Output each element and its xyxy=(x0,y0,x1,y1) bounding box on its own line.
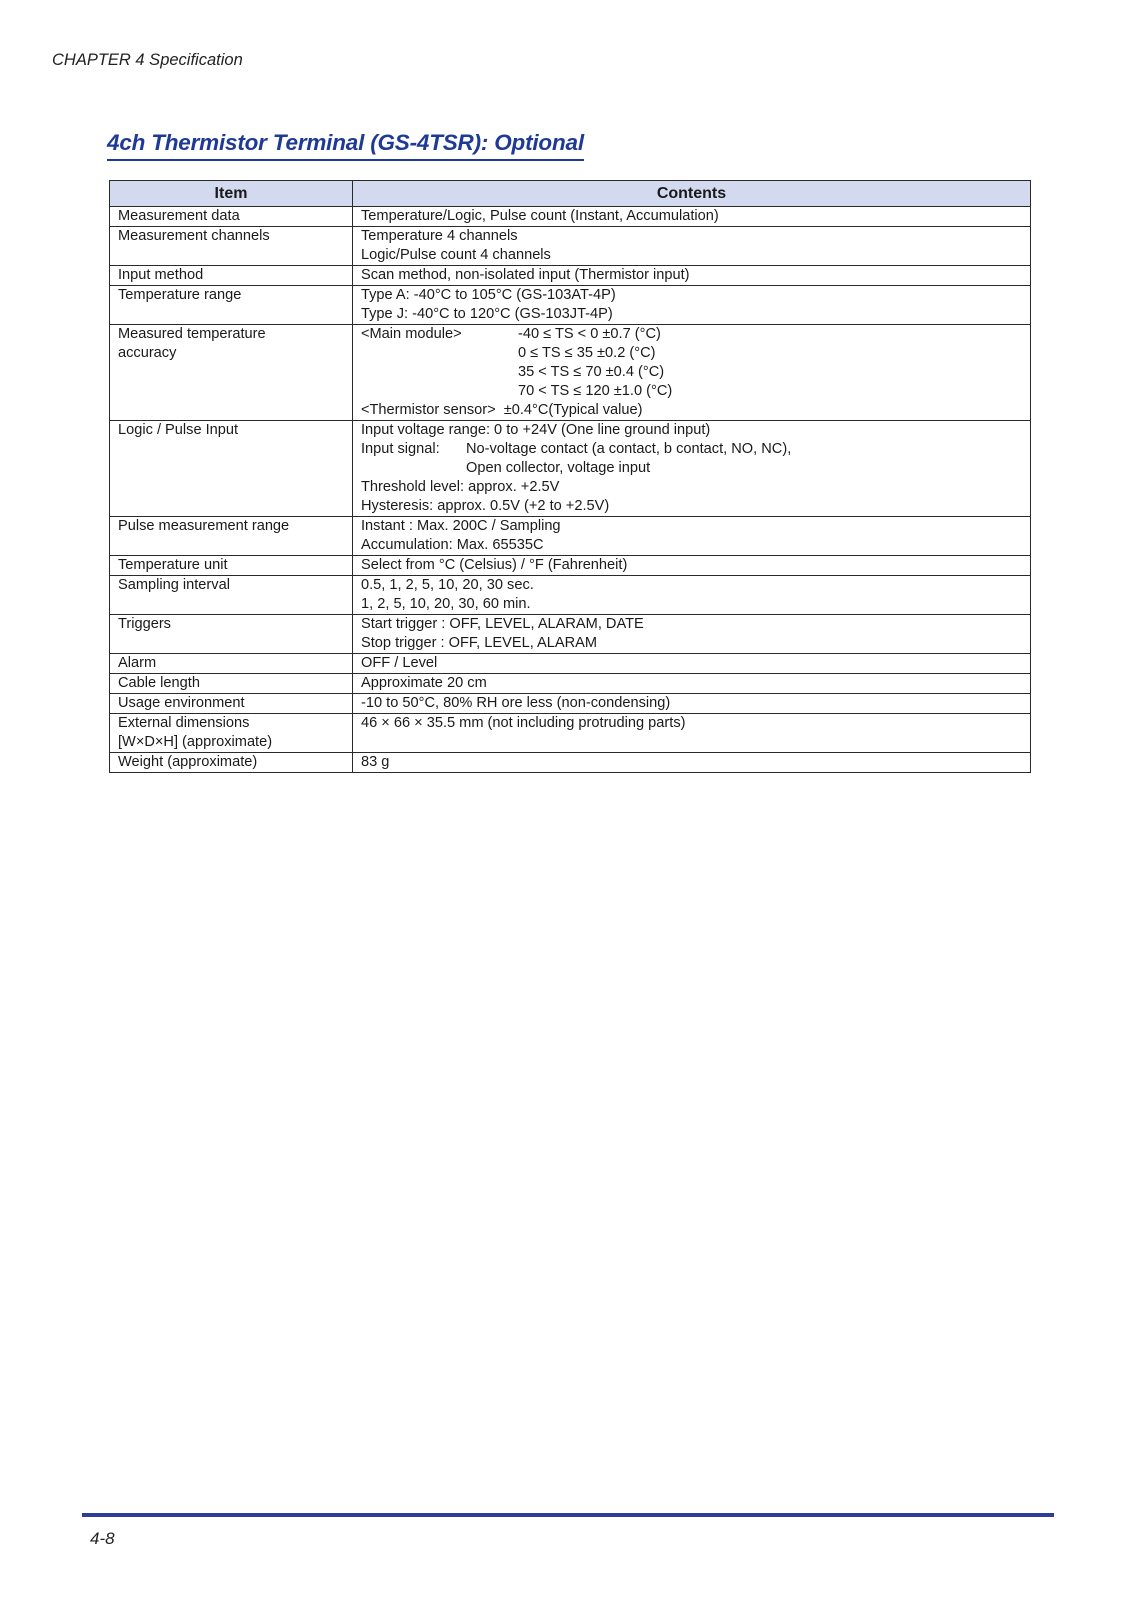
row-contents: Type A: -40°C to 105°C (GS-103AT-4P) Type J: -40°C to 120°C (GS-103JT-4P) xyxy=(353,286,1031,325)
row-item-label: Logic / Pulse Input xyxy=(110,421,353,517)
table-row xyxy=(110,694,1031,714)
row-item-label: Pulse measurement range xyxy=(110,517,353,556)
item-column-header: Item xyxy=(110,181,353,207)
row-item-label: Usage environment xyxy=(110,694,353,714)
row-contents: Select from °C (Celsius) / °F (Fahrenheit) xyxy=(353,556,1031,576)
row-item-label: Temperature unit xyxy=(110,556,353,576)
table-row xyxy=(110,517,1031,556)
table-row xyxy=(110,286,1031,325)
row-item-label: Triggers xyxy=(110,615,353,654)
row-item-label: Input method xyxy=(110,266,353,286)
row-item-label: Temperature range xyxy=(110,286,353,325)
row-contents: 0.5, 1, 2, 5, 10, 20, 30 sec. 1, 2, 5, 10, 20, 30, 60 min. xyxy=(353,576,1031,615)
table-row xyxy=(110,421,1031,517)
section-title: 4ch Thermistor Terminal (GS-4TSR): Optional xyxy=(107,130,584,161)
row-item-label: External dimensions [W×D×H] (approximate) xyxy=(110,714,353,753)
table-row xyxy=(110,556,1031,576)
footer-rule xyxy=(82,1513,1054,1517)
row-contents: Temperature/Logic, Pulse count (Instant, Accumulation) xyxy=(353,207,1031,227)
row-item-label: Measurement data xyxy=(110,207,353,227)
table-row xyxy=(110,207,1031,227)
table-row xyxy=(110,227,1031,266)
row-contents: Input voltage range: 0 to +24V (One line ground input) Input signal: No-voltage contact (a contact, b contact, NO, NC), Open collector, voltage input Threshold level: approx. +2.5V Hysteresis: approx. 0.5V (+2 to +2.5V) xyxy=(353,421,1031,517)
specification-table xyxy=(109,180,1031,773)
row-contents: Approximate 20 cm xyxy=(353,674,1031,694)
table-header-row xyxy=(110,181,1031,207)
table-row xyxy=(110,266,1031,286)
row-contents: 83 g xyxy=(353,753,1031,773)
row-contents: 46 × 66 × 35.5 mm (not including protruding parts) xyxy=(353,714,1031,753)
row-contents: Temperature 4 channels Logic/Pulse count 4 channels xyxy=(353,227,1031,266)
row-contents: Start trigger : OFF, LEVEL, ALARAM, DATE Stop trigger : OFF, LEVEL, ALARAM xyxy=(353,615,1031,654)
page-number: 4-8 xyxy=(90,1529,115,1548)
row-contents: -10 to 50°C, 80% RH ore less (non-condensing) xyxy=(353,694,1031,714)
input-signal-label: Input signal: xyxy=(361,441,440,457)
row-item-label: Alarm xyxy=(110,654,353,674)
row-contents: <Main module> -40 ≤ TS < 0 ±0.7 (°C) 0 ≤ TS ≤ 35 ±0.2 (°C) 35 < TS ≤ 70 ±0.4 (°C) 70 < TS ≤ 120 ±1.0 (°C) <Thermistor sensor> ±0.4°C(Typical value) xyxy=(353,325,1031,421)
row-item-label: Sampling interval xyxy=(110,576,353,615)
row-item-label: Measurement channels xyxy=(110,227,353,266)
main-module-label: <Main module> xyxy=(361,326,462,342)
row-item-label: Weight (approximate) xyxy=(110,753,353,773)
table-row xyxy=(110,753,1031,773)
row-item-label: Cable length xyxy=(110,674,353,694)
row-contents: Scan method, non-isolated input (Thermistor input) xyxy=(353,266,1031,286)
table-row xyxy=(110,615,1031,654)
chapter-header: CHAPTER 4 Specification xyxy=(52,51,243,69)
row-contents: Instant : Max. 200C / Sampling Accumulation: Max. 65535C xyxy=(353,517,1031,556)
table-row xyxy=(110,654,1031,674)
table-row xyxy=(110,325,1031,421)
thermistor-sensor-label: <Thermistor sensor> xyxy=(361,402,496,418)
table-row xyxy=(110,576,1031,615)
table-row xyxy=(110,674,1031,694)
contents-column-header: Contents xyxy=(353,181,1031,207)
table-row xyxy=(110,714,1031,753)
row-item-label: Measured temperature accuracy xyxy=(110,325,353,421)
row-contents: OFF / Level xyxy=(353,654,1031,674)
